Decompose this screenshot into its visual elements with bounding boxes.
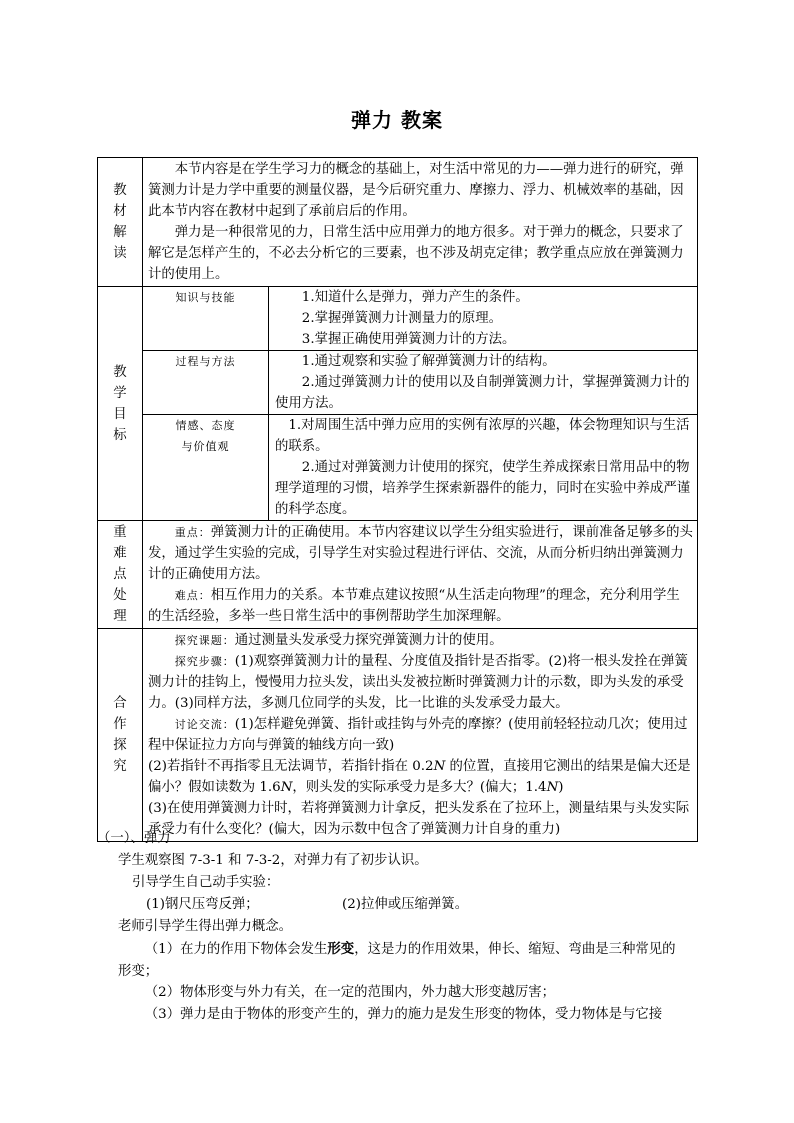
objective-row <box>143 287 697 351</box>
key-point: 重点：弹簧测力计的正确使用。本节内容建议以学生分组实验进行，课前准备足够多的头发，通过学生实验的完成，引导学生对实验过程进行评估、交流，从而分析归纳出弹簧测力计的正确使用方法。 <box>148 525 693 582</box>
body-paragraph: （3）弹力是由于物体的形变产生的，弹力的施力是发生形变的物体，受力物体是与它接 <box>144 1007 663 1022</box>
difficult-point: 难点：相互作用力的关系。本节难点建议按照“从生活走向物理”的理念，充分利用学生的生活经验，多举一些日常生活中的事例帮助学生加深理解。 <box>148 588 680 624</box>
section-content-hezuo <box>143 629 698 842</box>
body-line: (2)拉伸或压缩弹簧。 <box>342 897 469 912</box>
body-line: 学生观察图 7-3-1 和 7-3-2，对弹力有了初步认识。 <box>118 853 428 868</box>
objective-items: 1.通过观察和实验了解弹簧测力计的结构。 2.通过弹簧测力计的使用以及自制弹簧测力计，掌握弹簧测力计的使用方法。 <box>269 351 698 415</box>
question-2: (2)若指针不再指零且无法调节，若指针指在 0.2N 的位置，直接用它测出的结果是偏大还是偏小？假如读数为 1.6N，则头发的实际承受力是多大？(偏大；1.4N) <box>148 759 691 795</box>
lesson-plan-table <box>97 157 698 842</box>
body-line: 引导学生自己动手实验： <box>132 875 280 890</box>
body-paragraph: （1）在力的作用下物体会发生形变，这是力的作用效果，伸长、缩短、弯曲是三种常见的形变； <box>118 941 676 979</box>
objective-name: 知识与技能 <box>143 287 269 351</box>
section-content-mubiao <box>143 287 698 521</box>
section-content-zhongnan <box>143 521 698 629</box>
paragraph: 弹力是一种很常见的力，日常生活中应用弹力的地方很多。对于弹力的概念，只要求了解它是怎样产生的，不必去分析它的三要素，也不涉及胡克定律；教学重点应放在弹簧测力计的使用上。 <box>148 225 684 282</box>
objective-items: 1.对周围生活中弹力应用的实例有浓厚的兴趣，体会物理知识与生活的联系。 2.通过对弹簧测力计使用的探究，使学生养成探索日常用品中的物理学道理的习惯，培养学生探索新器件的能力，同时在实验中养成严谨的科学态度。 <box>269 415 698 521</box>
section-zhongnan <box>98 521 698 629</box>
section-jiaocai <box>98 158 698 287</box>
objective-name: 情感、态度 与价值观 <box>143 415 269 521</box>
inquiry-steps: 探究步骤：(1)观察弹簧测力计的量程、分度值及指针是否指零。(2)将一根头发拴在弹簧测力计的挂钩上，慢慢用力拉头发，读出头发被拉断时弹簧测力计的示数，即为头发的承受力。(3)同样方法，多测几位同学的头发，比一比谁的头发承受力最大。 <box>148 654 688 711</box>
body-paragraph: （2）物体形变与外力有关，在一定的范围内，外力越大形变越厉害； <box>144 985 556 1000</box>
objectives-table <box>143 287 697 520</box>
body-line: (1)钢尺压弯反弹； <box>146 897 259 912</box>
page-title: 弹力 教案 <box>351 108 443 132</box>
body-line: 老师引导学生得出弹力概念。 <box>118 919 293 934</box>
inquiry-topic: 探究课题：通过测量头发承受力探究弹簧测力计的使用。 <box>174 633 503 648</box>
section-label-mubiao: 教 学 目 标 <box>98 287 143 521</box>
section-heading: （一）、弹力 <box>97 831 171 846</box>
section-label-zhongnan: 重 难 点 处 理 <box>98 521 143 629</box>
section-label-hezuo: 合 作 探 究 <box>98 629 143 842</box>
question-3: (3)在使用弹簧测力计时，若将弹簧测力计拿反，把头发系在了拉环上，测量结果与头发实际承受力有什么变化？(偏大，因为示数中包含了弹簧测力计自身的重力) <box>148 801 690 837</box>
section-hezuo <box>98 629 698 842</box>
discussion: 讨论交流：(1)怎样避免弹簧、指针或挂钩与外壳的摩擦？(使用前轻轻拉动几次；使用过程中保证拉力方向与弹簧的轴线方向一致) <box>148 717 688 753</box>
objective-name: 过程与方法 <box>143 351 269 415</box>
section-mubiao <box>98 287 698 521</box>
objective-items: 1.知道什么是弹力，弹力产生的条件。 2.掌握弹簧测力计测量力的原理。 3.掌握正确使用弹簧测力计的方法。 <box>269 287 698 351</box>
objective-row <box>143 351 697 415</box>
section-label-jiaocai: 教 材 解 读 <box>98 158 143 287</box>
section-content-jiaocai <box>143 158 698 287</box>
paragraph: 本节内容是在学生学习力的概念的基础上，对生活中常见的力——弹力进行的研究，弹簧测力计是力学中重要的测量仪器，是今后研究重力、摩擦力、浮力、机械效率的基础，因此本节内容在教材中起到了承前启后的作用。 <box>148 162 684 219</box>
objective-row <box>143 415 697 521</box>
